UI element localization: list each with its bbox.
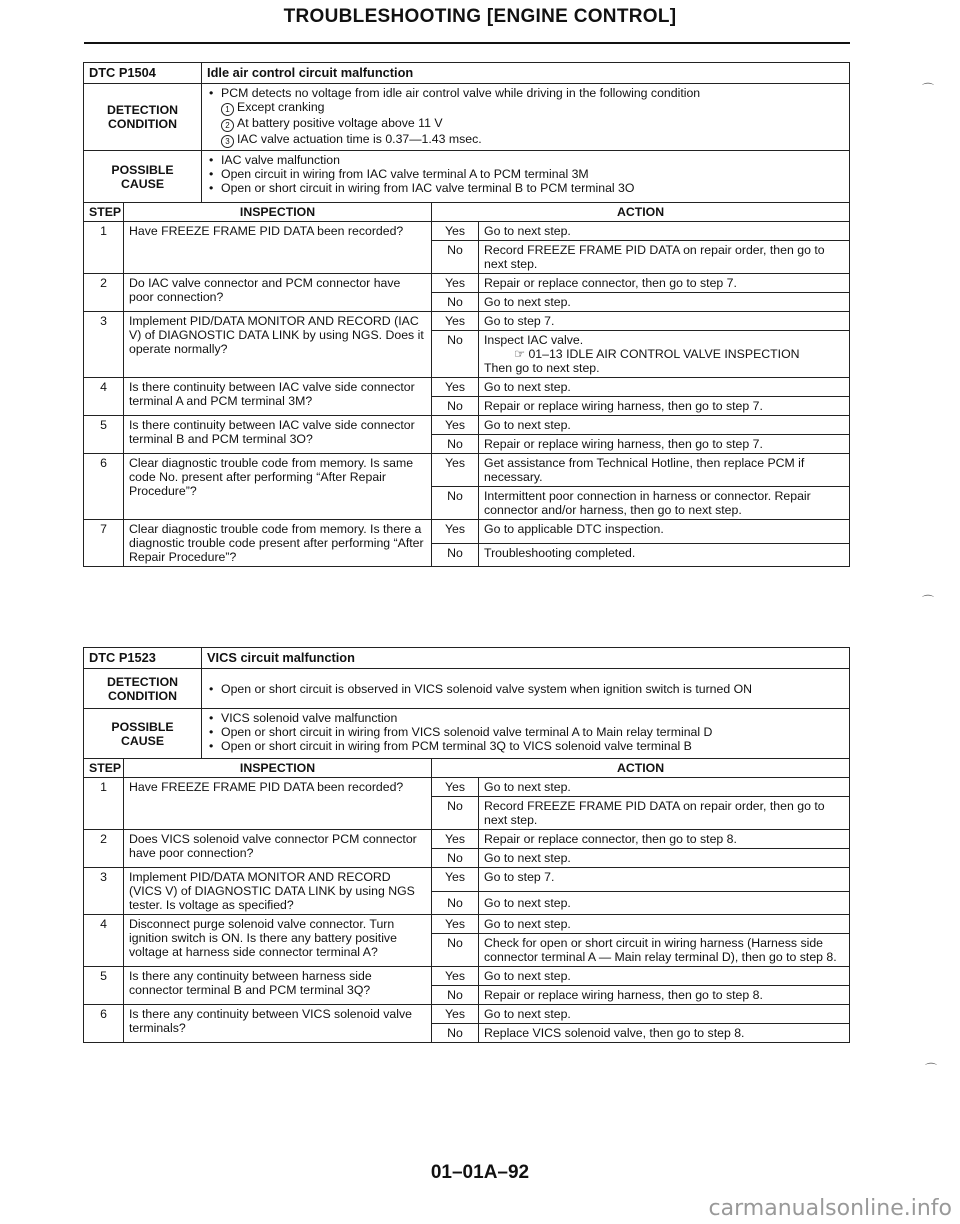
yes-label: Yes (432, 312, 479, 331)
step-inspection: Implement PID/DATA MONITOR AND RECORD (IAC V) of DIAGNOSTIC DATA LINK by using NGS. Does it operate normally? (124, 312, 432, 378)
page-number: 01–01A–92 (430, 1162, 530, 1183)
reference-link: ☞ 01–13 IDLE AIR CONTROL VALVE INSPECTION (514, 347, 800, 361)
cause-item: • Open or short circuit in wiring from VICS solenoid valve terminal A to Main relay terminal D (221, 725, 844, 739)
yes-label: Yes (432, 454, 479, 487)
no-label: No (432, 849, 479, 868)
condition-item: 2 At battery positive voltage above 11 V (207, 116, 844, 132)
no-label: No (432, 241, 479, 274)
detection-condition (202, 84, 850, 151)
yes-action: Repair or replace connector, then go to step 7. (479, 274, 850, 293)
cause-item: • VICS solenoid valve malfunction (221, 711, 844, 725)
cause-label: POSSIBLE CAUSE (84, 151, 202, 203)
yes-action: Go to step 7. (479, 868, 850, 892)
dtc-name: Idle air control circuit malfunction (202, 63, 850, 84)
cause-item: • Open or short circuit in wiring from IAC valve terminal B to PCM terminal 3O (221, 181, 844, 195)
no-action: Go to next step. (479, 849, 850, 868)
circled-number-1-icon: 1 (221, 103, 234, 116)
step-inspection: Disconnect purge solenoid valve connector. Turn ignition switch is ON. Is there any battery positive voltage at harness side connector terminal A? (124, 915, 432, 967)
no-label: No (432, 986, 479, 1005)
step-number: 3 (84, 312, 124, 378)
possible-causes (202, 709, 850, 759)
cause-label: POSSIBLE CAUSE (84, 709, 202, 759)
yes-label: Yes (432, 868, 479, 892)
condition-item: 3 IAC valve actuation time is 0.37—1.43 msec. (207, 132, 844, 148)
condition-item: 1 Except cranking (207, 100, 844, 116)
step-number: 1 (84, 222, 124, 274)
step-number: 3 (84, 868, 124, 915)
no-label: No (432, 487, 479, 520)
no-action: Record FREEZE FRAME PID DATA on repair order, then go to next step. (479, 241, 850, 274)
no-action: Repair or replace wiring harness, then go to step 7. (479, 397, 850, 416)
step-number: 1 (84, 778, 124, 830)
no-label: No (432, 891, 479, 915)
step-inspection: Is there continuity between IAC valve side connector terminal B and PCM terminal 3O? (124, 416, 432, 454)
yes-action: Go to applicable DTC inspection. (479, 520, 850, 544)
dtc-p1523-table (83, 647, 850, 1043)
yes-action: Go to next step. (479, 1005, 850, 1024)
yes-action: Go to next step. (479, 416, 850, 435)
no-action: Record FREEZE FRAME PID DATA on repair order, then go to next step. (479, 797, 850, 830)
yes-action: Repair or replace connector, then go to step 8. (479, 830, 850, 849)
circled-number-2-icon: 2 (221, 119, 234, 132)
yes-label: Yes (432, 378, 479, 397)
dtc-name: VICS circuit malfunction (202, 648, 850, 669)
dtc-code: DTC P1504 (84, 63, 202, 84)
col-inspection: INSPECTION (124, 203, 432, 222)
no-action: Repair or replace wiring harness, then go to step 8. (479, 986, 850, 1005)
step-inspection: Clear diagnostic trouble code from memory. Is there a diagnostic trouble code present after performing “After Repair Procedure”? (124, 520, 432, 567)
yes-label: Yes (432, 830, 479, 849)
step-inspection: Have FREEZE FRAME PID DATA been recorded? (124, 778, 432, 830)
no-label: No (432, 331, 479, 378)
no-action: Inspect IAC valve. ☞ 01–13 IDLE AIR CONTROL VALVE INSPECTION Then go to next step. (479, 331, 850, 378)
no-label: No (432, 543, 479, 567)
yes-label: Yes (432, 967, 479, 986)
watermark: carmanualsonline.info (708, 1196, 952, 1221)
dtc-code: DTC P1523 (84, 648, 202, 669)
no-label: No (432, 934, 479, 967)
col-step: STEP (84, 759, 124, 778)
cause-item: • Open or short circuit in wiring from PCM terminal 3Q to VICS solenoid valve terminal B (221, 739, 844, 753)
yes-label: Yes (432, 222, 479, 241)
margin-mark: ⌒ (922, 82, 935, 96)
yes-label: Yes (432, 915, 479, 934)
step-number: 4 (84, 915, 124, 967)
step-number: 7 (84, 520, 124, 567)
no-action: Repair or replace wiring harness, then go to step 7. (479, 435, 850, 454)
col-step: STEP (84, 203, 124, 222)
step-number: 5 (84, 416, 124, 454)
cause-item: • IAC valve malfunction (221, 153, 844, 167)
detection-label: DETECTION CONDITION (84, 669, 202, 709)
cause-item: • Open circuit in wiring from IAC valve terminal A to PCM terminal 3M (221, 167, 844, 181)
step-inspection: Have FREEZE FRAME PID DATA been recorded? (124, 222, 432, 274)
circled-number-3-icon: 3 (221, 135, 234, 148)
no-label: No (432, 1024, 479, 1043)
no-action: Replace VICS solenoid valve, then go to step 8. (479, 1024, 850, 1043)
detection-condition (202, 669, 850, 709)
detection-main: • PCM detects no voltage from idle air control valve while driving in the following condition (221, 86, 844, 100)
no-action: Go to next step. (479, 293, 850, 312)
no-label: No (432, 435, 479, 454)
yes-label: Yes (432, 1005, 479, 1024)
no-action: Troubleshooting completed. (479, 543, 850, 567)
step-inspection: Is there any continuity between VICS solenoid valve terminals? (124, 1005, 432, 1043)
no-action: Check for open or short circuit in wiring harness (Harness side connector terminal A — Main relay terminal D), then go to step 8. (479, 934, 850, 967)
step-inspection: Does VICS solenoid valve connector PCM connector have poor connection? (124, 830, 432, 868)
step-inspection: Implement PID/DATA MONITOR AND RECORD (VICS V) of DIAGNOSTIC DATA LINK by using NGS tester. Is voltage as specified? (124, 868, 432, 915)
no-action: Go to next step. (479, 891, 850, 915)
yes-action: Go to next step. (479, 378, 850, 397)
yes-label: Yes (432, 520, 479, 544)
col-action: ACTION (432, 203, 850, 222)
yes-action: Go to next step. (479, 967, 850, 986)
no-label: No (432, 397, 479, 416)
yes-action: Get assistance from Technical Hotline, then replace PCM if necessary. (479, 454, 850, 487)
step-inspection: Is there continuity between IAC valve side connector terminal A and PCM terminal 3M? (124, 378, 432, 416)
no-action: Intermittent poor connection in harness or connector. Repair connector and/or harness, then go to next step. (479, 487, 850, 520)
col-inspection: INSPECTION (124, 759, 432, 778)
step-number: 6 (84, 454, 124, 520)
title-rule (84, 42, 850, 44)
step-inspection: Is there any continuity between harness side connector terminal B and PCM terminal 3Q? (124, 967, 432, 1005)
step-inspection: Do IAC valve connector and PCM connector have poor connection? (124, 274, 432, 312)
yes-label: Yes (432, 274, 479, 293)
col-action: ACTION (432, 759, 850, 778)
step-number: 5 (84, 967, 124, 1005)
page-title: TROUBLESHOOTING [ENGINE CONTROL] (283, 6, 677, 27)
dtc-p1504-table (83, 62, 850, 567)
margin-mark: ⌒ (922, 594, 935, 608)
no-label: No (432, 797, 479, 830)
step-number: 2 (84, 830, 124, 868)
yes-action: Go to next step. (479, 222, 850, 241)
yes-action: Go to next step. (479, 778, 850, 797)
detection-label: DETECTION CONDITION (84, 84, 202, 151)
margin-mark: ⌒ (925, 1062, 938, 1076)
yes-action: Go to step 7. (479, 312, 850, 331)
step-number: 4 (84, 378, 124, 416)
yes-label: Yes (432, 416, 479, 435)
possible-causes (202, 151, 850, 203)
step-number: 2 (84, 274, 124, 312)
yes-label: Yes (432, 778, 479, 797)
no-label: No (432, 293, 479, 312)
detection-main: • Open or short circuit is observed in VICS solenoid valve system when ignition switch is turned ON (221, 682, 844, 696)
step-number: 6 (84, 1005, 124, 1043)
step-inspection: Clear diagnostic trouble code from memory. Is same code No. present after performing “After Repair Procedure”? (124, 454, 432, 520)
yes-action: Go to next step. (479, 915, 850, 934)
